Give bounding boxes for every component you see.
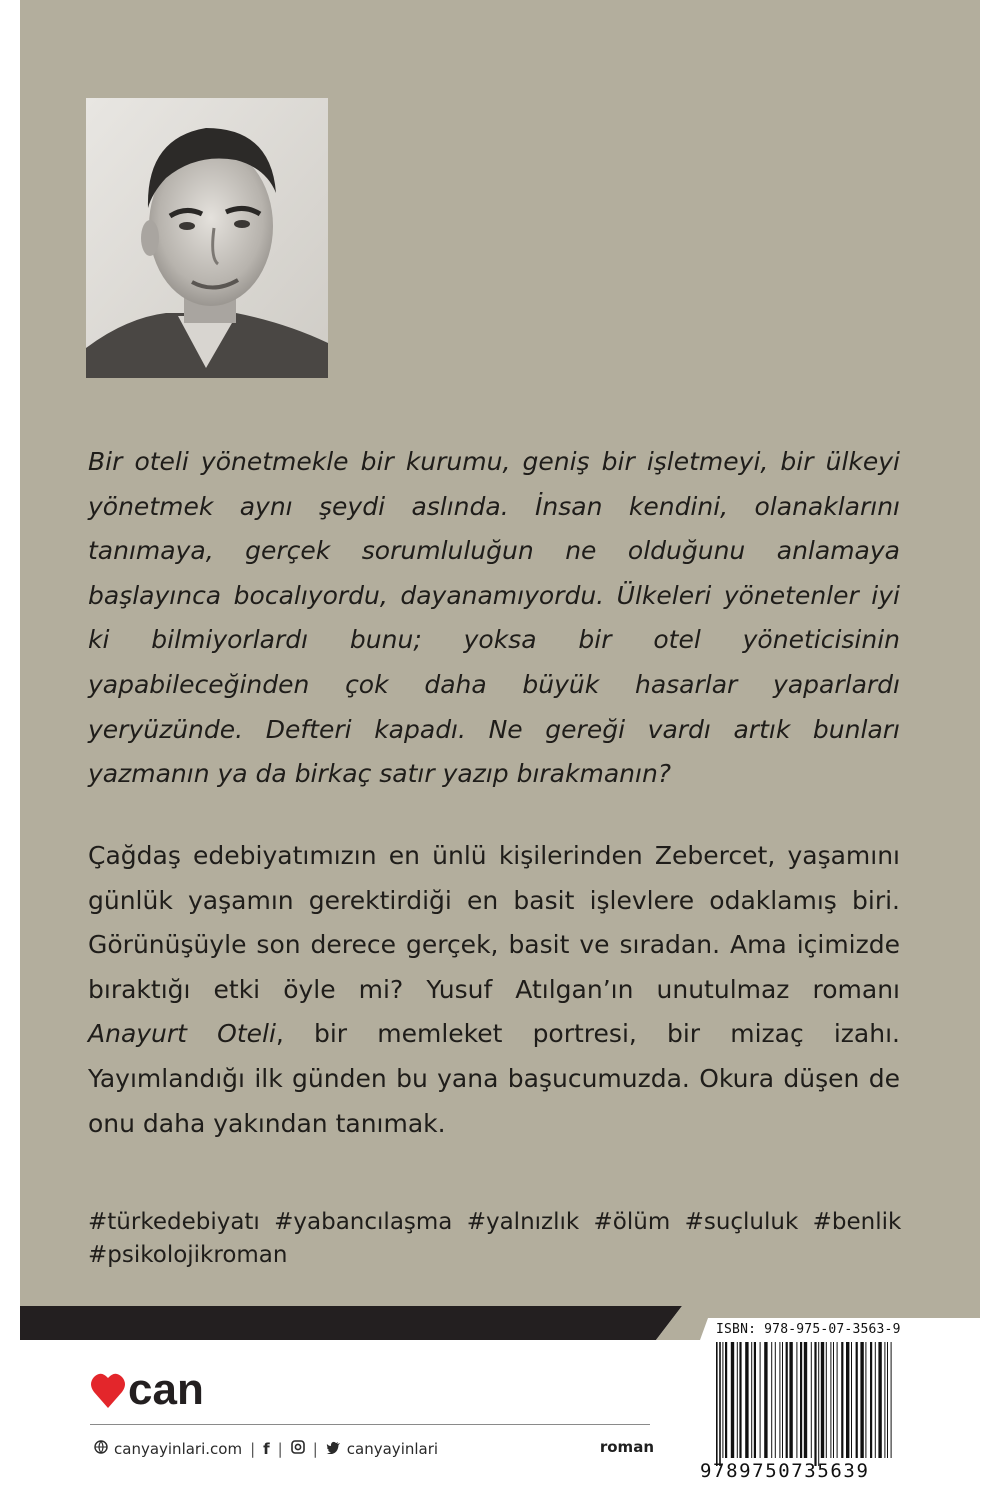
- social-handle[interactable]: canyayinlari: [346, 1440, 439, 1458]
- globe-icon: [94, 1440, 108, 1458]
- barcode-bar: [856, 1342, 858, 1458]
- barcode-bar: [804, 1342, 807, 1458]
- facebook-icon[interactable]: f: [263, 1440, 270, 1458]
- barcode-bar: [739, 1342, 741, 1458]
- barcode-bar: [796, 1342, 797, 1458]
- hashtag-list: [88, 1206, 928, 1272]
- barcode-bar: [737, 1342, 738, 1458]
- isbn-label: ISBN: 978-975-07-3563-9: [716, 1322, 901, 1337]
- barcode-bar: [725, 1342, 727, 1458]
- book-title: Anayurt Oteli: [88, 1019, 276, 1049]
- footer-divider: [90, 1424, 650, 1425]
- barcode-bar: [719, 1342, 721, 1466]
- barcode-bar: [731, 1342, 734, 1458]
- barcode-bar: [870, 1342, 872, 1458]
- author-photo: [86, 98, 328, 378]
- hashtag: #benlik: [812, 1209, 902, 1235]
- hashtag: #yabancılaşma: [274, 1209, 453, 1235]
- barcode-bar: [775, 1342, 776, 1458]
- barcode-bar: [821, 1342, 824, 1458]
- barcode-bar: [751, 1342, 752, 1458]
- barcode-bar: [789, 1342, 792, 1458]
- barcode-bar: [875, 1342, 876, 1458]
- hashtag: #yalnızlık: [466, 1209, 580, 1235]
- barcode-bar: [760, 1342, 761, 1458]
- website-link[interactable]: canyayinlari.com: [114, 1440, 243, 1458]
- barcode-bar: [811, 1342, 812, 1458]
- barcode-bar: [884, 1342, 885, 1458]
- barcode-bar: [814, 1342, 816, 1466]
- barcode-bar: [878, 1342, 881, 1458]
- genre-label: roman: [599, 1438, 654, 1456]
- barcode-bar: [826, 1342, 827, 1458]
- barcode-bar: [800, 1342, 802, 1458]
- barcode-bar: [887, 1342, 888, 1458]
- barcode-bar: [818, 1342, 819, 1466]
- barcode: [712, 1342, 902, 1466]
- hashtag: #psikolojikroman: [88, 1242, 288, 1268]
- barcode-bar: [764, 1342, 767, 1458]
- barcode-bar: [786, 1342, 788, 1458]
- description-text-2: , bir memleket portresi, bir mizaç izahı. Yayımlandığı ilk günden bu yana başucumuzda. Okura düşen de onu daha yakından tanımak.: [88, 1019, 900, 1138]
- book-excerpt: Bir oteli yönetmekle bir kurumu, geniş bir işletmeyi, bir ülkeyi yönetmek aynı şeydi aslında. İnsan kendini, olanaklarını tanımaya, gerçek sorumluluğun ne olduğunu anlamaya başlayınca bocalıyordu, dayanamıyordu. Ülkeleri yönetenler iyi ki bilmiyorlardı bunu; yoksa bir otel yöneticisinin yapabileceğinden çok daha büyük hasarlar yaparlardı yeryüzünde. Defteri kapadı. Ne gereği vardı artık bunları yazmanın ya da birkaç satır yazıp bırakmanın?: [88, 447, 900, 789]
- separator: |: [250, 1440, 256, 1458]
- barcode-bar: [771, 1342, 772, 1458]
- instagram-icon[interactable]: [291, 1440, 305, 1458]
- barcode-bar: [891, 1342, 892, 1458]
- barcode-bar: [716, 1342, 718, 1466]
- barcode-bar: [833, 1342, 834, 1458]
- description-text-1: Çağdaş edebiyatımızın en ünlü kişilerinden Zebercet, yaşamını günlük yaşamın gerektirdiği en basit işlevlere odaklamış biri. Görünüşüyle son derece gerçek, basit ve sıradan. Ama içimizde bıraktığı etki öyle mi? Yusuf Atılgan’ın unutulmaz romanı: [88, 841, 900, 1004]
- book-description: [88, 834, 900, 1146]
- heart-icon: [91, 1374, 125, 1408]
- barcode-bar: [841, 1342, 843, 1458]
- separator: |: [312, 1440, 318, 1458]
- barcode-bar: [837, 1342, 838, 1458]
- hashtag: #türkedebiyatı: [88, 1209, 260, 1235]
- barcode-bar: [851, 1342, 852, 1458]
- barcode-bar: [830, 1342, 831, 1458]
- separator: |: [277, 1440, 283, 1458]
- hashtag: #suçluluk: [684, 1209, 799, 1235]
- publisher-logo: [90, 1364, 250, 1416]
- twitter-icon[interactable]: [326, 1440, 341, 1458]
- barcode-number: 9789750735639: [700, 1460, 870, 1482]
- barcode-bar: [782, 1342, 783, 1458]
- barcode-bar: [846, 1342, 849, 1458]
- logo-text: can: [128, 1365, 204, 1414]
- hashtag: #ölüm: [593, 1209, 671, 1235]
- barcode-bar: [722, 1342, 723, 1458]
- publisher-links: [94, 1438, 654, 1460]
- barcode-bar: [754, 1342, 756, 1458]
- barcode-bar: [779, 1342, 780, 1458]
- barcode-bar: [860, 1342, 863, 1458]
- barcode-bar: [745, 1342, 748, 1458]
- barcode-bar: [865, 1342, 866, 1458]
